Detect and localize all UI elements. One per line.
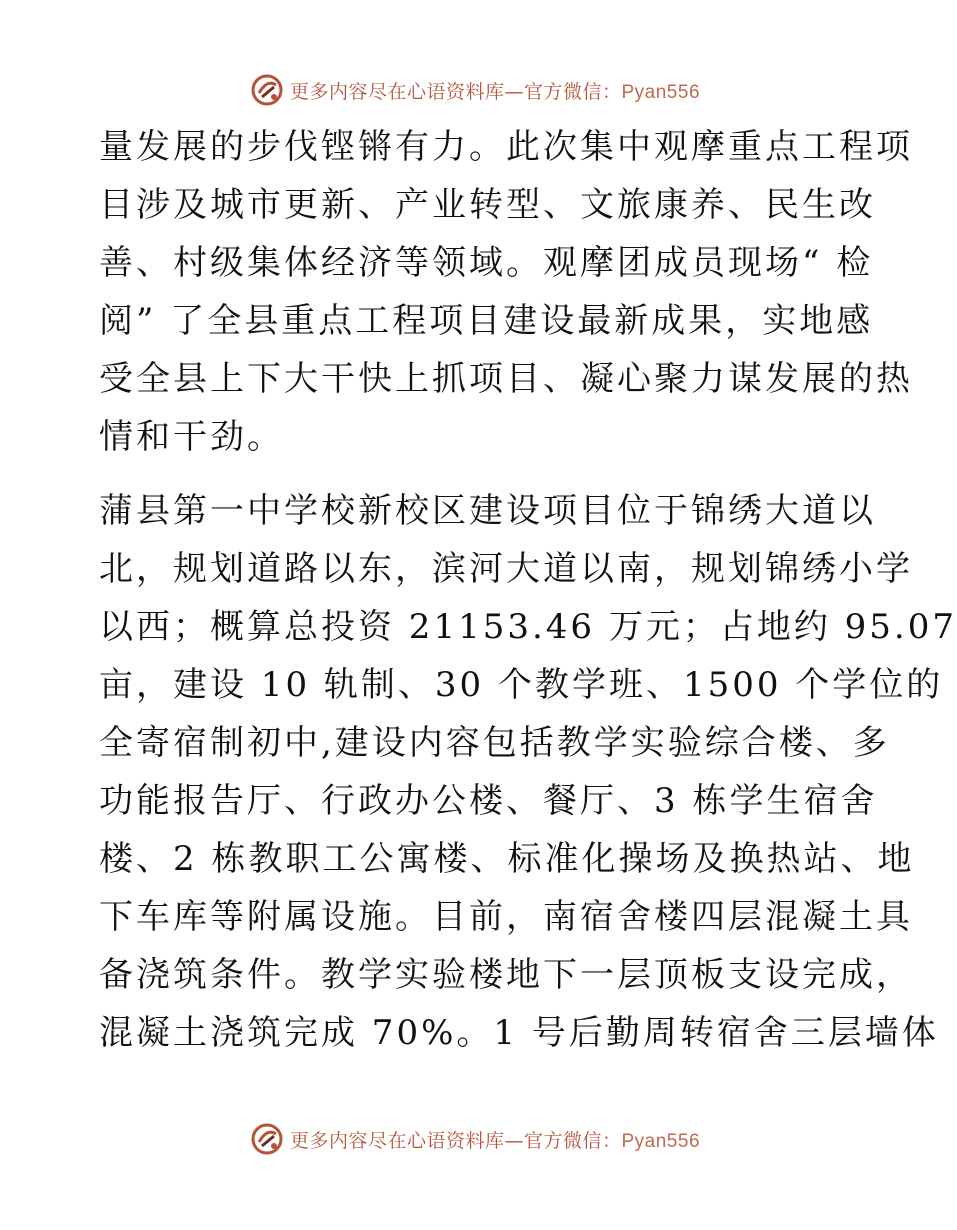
footer-watermark: [0, 1119, 950, 1159]
text-line: 阅” 了全县重点工程项目建设最新成果，实地感: [99, 301, 874, 341]
logo-icon: [250, 73, 284, 107]
text-line: 亩，建设 10 轨制、30 个教学班、1500 个学位的: [99, 665, 944, 705]
paragraph-2: [99, 482, 957, 1062]
text-line: 楼、2 栋教职工公寓楼、标准化操场及换热站、地: [99, 839, 915, 879]
watermark-wechat-id: Pyan556: [621, 81, 701, 103]
text-line: 目涉及城市更新、产业转型、文旅康养、民生改: [99, 185, 876, 225]
watermark-text: [290, 77, 700, 104]
watermark-separator: —: [504, 1129, 524, 1152]
text-line: 全寄宿制初中,建设内容包括教学实验综合楼、多: [99, 723, 890, 763]
header-watermark: [0, 70, 950, 110]
watermark-wechat-id: Pyan556: [621, 1130, 701, 1152]
text-line: 量发展的步伐铿锵有力。此次集中观摩重点工程项: [99, 127, 913, 167]
watermark-wechat-label: 官方微信：: [523, 80, 622, 103]
text-line: 北，规划道路以东，滨河大道以南，规划锦绣小学: [99, 549, 913, 589]
text-line: 混凝土浇筑完成 70%。1 号后勤周转宿舍三层墙体: [99, 1013, 939, 1053]
text-line: 以西；概算总投资 21153.46 万元；占地约 95.07: [99, 607, 957, 647]
watermark-title: 更多内容尽在心语资料库: [289, 80, 505, 103]
watermark-text: [290, 1126, 700, 1153]
watermark-separator: —: [504, 80, 524, 103]
watermark-wechat-label: 官方微信：: [523, 1129, 622, 1152]
paragraph-1: [99, 118, 913, 466]
text-line: 备浇筑条件。教学实验楼地下一层顶板支设完成，: [99, 955, 913, 995]
text-line: 情和干劲。: [99, 417, 284, 457]
logo-icon: [250, 1122, 284, 1156]
text-line: 功能报告厅、行政办公楼、餐厅、3 栋学生宿舍: [99, 781, 878, 821]
text-line: 下车库等附属设施。目前，南宿舍楼四层混凝土具: [99, 897, 913, 937]
text-line: 受全县上下大干快上抓项目、凝心聚力谋发展的热: [99, 359, 913, 399]
document-body: [99, 118, 957, 1062]
text-line: 蒲县第一中学校新校区建设项目位于锦绣大道以: [99, 491, 876, 531]
text-line: 善、村级集体经济等领域。观摩团成员现场“ 检: [99, 243, 874, 283]
watermark-title: 更多内容尽在心语资料库: [289, 1129, 505, 1152]
